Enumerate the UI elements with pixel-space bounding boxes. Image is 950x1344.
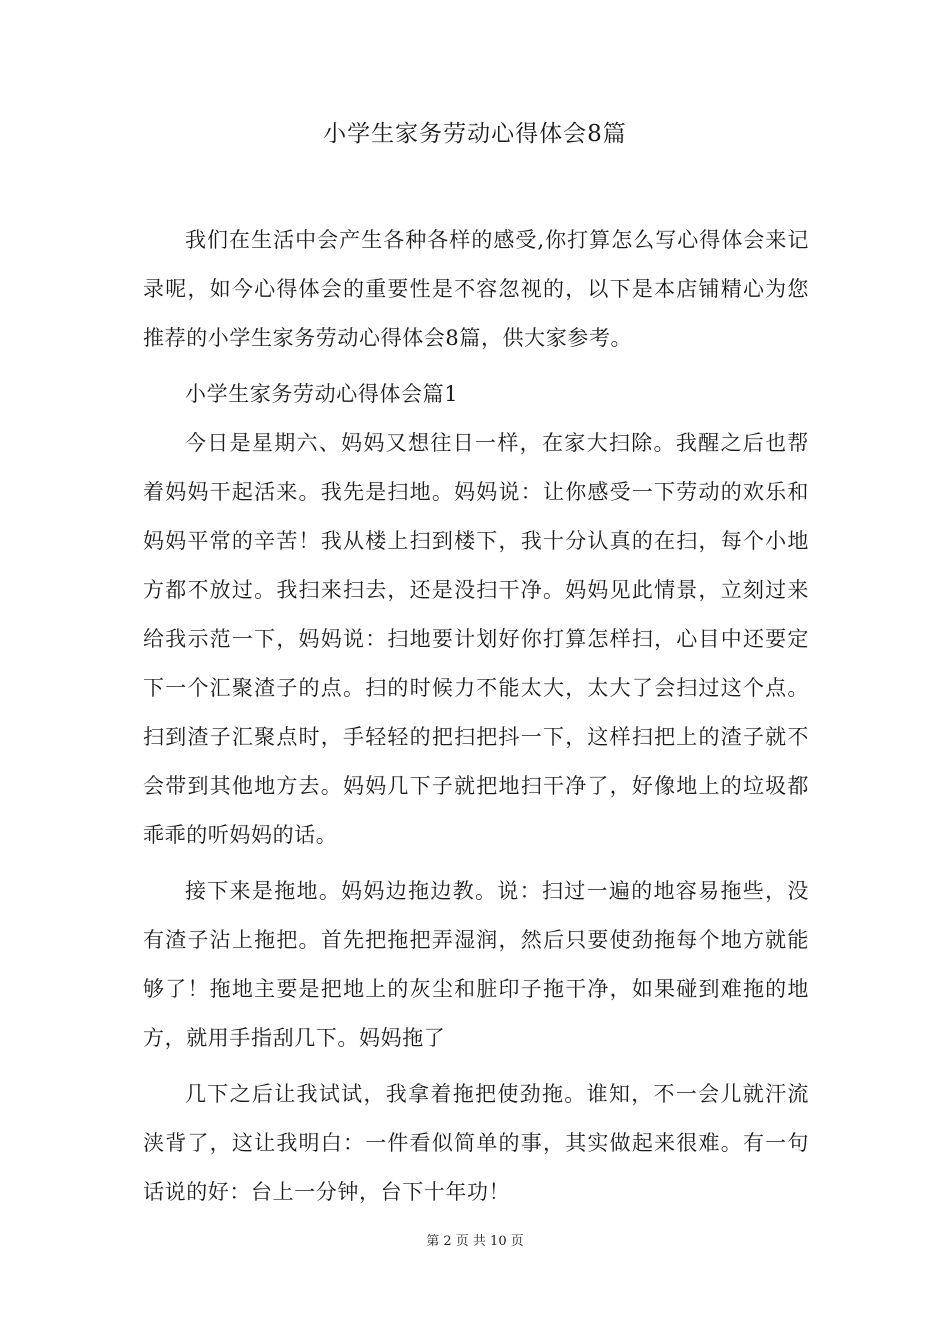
document-title: 小学生家务劳动心得体会8篇 — [323, 121, 627, 147]
page-number-footer: 第 2 页 共 10 页 — [426, 1234, 524, 1249]
section-heading: 小学生家务劳动心得体会篇1 — [185, 382, 459, 406]
body-paragraph: 几下之后让我试试，我拿着拖把使劲拖。谁知，不一会儿就汗流浃背了，这让我明白：一件看似简单的事，其实做起来很难。有一句话说的好：台上一分钟，台下十年功！ — [143, 1082, 809, 1204]
body-paragraph: 今日是星期六、妈妈又想往日一样，在家大扫除。我醒之后也帮着妈妈干起活来。我先是扫地。妈妈说：让你感受一下劳动的欢乐和妈妈平常的辛苦！我从楼上扫到楼下，我十分认真的在扫，每个小地方都不放过。我扫来扫去，还是没扫干净。妈妈见此情景，立刻过来给我示范一下，妈妈说：扫地要计划好你打算怎样扫，心目中还要定下一个汇聚渣子的点。扫的时候力不能太大，太大了会扫过这个点。扫到渣子汇聚点时，手轻轻的把扫把抖一下，这样扫把上的渣子就不会带到其他地方去。妈妈几下子就把地扫干净了，好像地上的垃圾都乖乖的听妈妈的话。 — [143, 431, 809, 847]
document-body — [143, 216, 809, 1224]
intro-paragraph: 我们在生活中会产生各种各样的感受,你打算怎么写心得体会来记录呢，如今心得体会的重要性是不容忽视的，以下是本店铺精心为您推荐的小学生家务劳动心得体会8篇，供大家参考。 — [143, 228, 809, 350]
body-paragraph: 接下来是拖地。妈妈边拖边教。说：扫过一遍的地容易拖些，没有渣子沾上拖把。首先把拖把弄湿润，然后只要使劲拖每个地方就能够了！拖地主要是把地上的灰尘和脏印子拖干净，如果碰到难拖的地方，就用手指刮几下。妈妈拖了 — [143, 879, 809, 1050]
